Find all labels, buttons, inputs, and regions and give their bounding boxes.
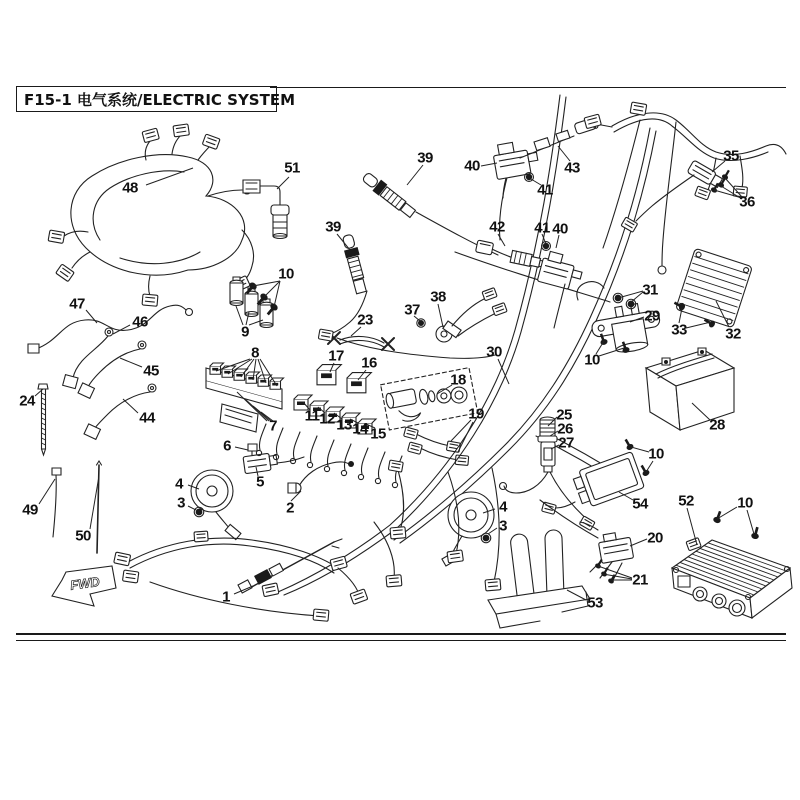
part-callout-48: 48: [122, 179, 138, 197]
leader-line-40: [481, 163, 497, 166]
leader-line-10: [274, 281, 280, 307]
part-callout-19: 19: [468, 405, 484, 423]
part-callout-25: 25: [556, 406, 572, 424]
leader-line-50: [90, 476, 99, 529]
fwd-label: FWD: [69, 573, 101, 593]
part-callout-40: 40: [552, 220, 568, 238]
leader-line-19: [458, 422, 473, 452]
leader-line-4: [188, 485, 199, 489]
part-callout-10: 10: [584, 351, 600, 369]
leader-line-39: [337, 234, 350, 250]
part-callout-11: 11: [304, 407, 320, 425]
part-callout-14: 14: [352, 420, 368, 438]
part-callout-33: 33: [671, 321, 687, 339]
leader-line-3: [488, 528, 497, 534]
leader-line-6: [235, 447, 248, 450]
leader-line-8: [216, 359, 250, 371]
part-callout-26: 26: [557, 420, 573, 438]
leader-line-10: [631, 447, 649, 452]
part-callout-38: 38: [430, 288, 446, 306]
part-callout-51: 51: [284, 159, 300, 177]
leader-line-24: [35, 389, 43, 396]
part-callout-23: 23: [357, 311, 373, 329]
part-callout-41: 41: [537, 181, 553, 199]
leader-line-48: [146, 168, 193, 185]
part-callout-44: 44: [139, 409, 155, 427]
leader-line-10: [599, 348, 624, 356]
leader-line-33: [686, 322, 711, 328]
leader-line-4: [483, 509, 495, 513]
leader-line-49: [39, 479, 55, 504]
leader-line-28: [692, 403, 710, 420]
leader-line-10: [747, 510, 754, 534]
part-callout-8: 8: [251, 344, 259, 362]
part-callout-5: 5: [256, 473, 264, 491]
leader-line-19: [451, 420, 471, 441]
leader-line-20: [630, 539, 647, 546]
part-callout-16: 16: [361, 354, 377, 372]
leader-line-32: [716, 301, 729, 327]
leader-line-7: [237, 392, 267, 421]
page-title: F15-1 电气系统/ELECTRIC SYSTEM: [24, 90, 296, 109]
part-callout-47: 47: [69, 295, 85, 313]
part-callout-6: 6: [223, 437, 231, 455]
part-callout-41: 41: [534, 219, 550, 237]
part-callout-40: 40: [464, 157, 480, 175]
leader-line-39: [407, 165, 423, 185]
part-callout-50: 50: [75, 527, 91, 545]
part-callout-42: 42: [489, 218, 505, 236]
part-callout-46: 46: [132, 313, 148, 331]
part-callout-30: 30: [486, 343, 502, 361]
part-callout-53: 53: [587, 594, 603, 612]
leader-line-9: [249, 320, 263, 325]
part-callout-17: 17: [328, 347, 344, 365]
part-callout-18: 18: [450, 371, 466, 389]
part-callout-10: 10: [648, 445, 664, 463]
part-callout-15: 15: [370, 425, 386, 443]
part-callout-3: 3: [499, 517, 507, 535]
part-callout-10: 10: [278, 265, 294, 283]
leader-line-31: [618, 291, 643, 298]
part-callout-1: 1: [222, 588, 230, 606]
part-callout-45: 45: [143, 362, 159, 380]
part-callout-21: 21: [632, 571, 648, 589]
part-callout-7: 7: [269, 417, 277, 435]
leader-line-44: [123, 399, 138, 413]
leader-line-1: [234, 586, 253, 594]
leader-line-47: [86, 310, 97, 323]
leader-line-10: [646, 461, 653, 472]
leader-line-8: [253, 359, 256, 380]
leader-line-29: [630, 317, 644, 322]
part-callout-10: 10: [737, 494, 753, 512]
leader-line-46: [113, 325, 130, 334]
leader-line-51: [277, 177, 289, 189]
part-callout-35: 35: [723, 147, 739, 165]
part-callout-43: 43: [564, 159, 580, 177]
part-callout-9: 9: [241, 323, 249, 341]
part-callout-13: 13: [336, 416, 352, 434]
part-callout-27: 27: [558, 434, 574, 452]
part-callout-32: 32: [725, 325, 741, 343]
part-callout-37: 37: [404, 301, 420, 319]
leader-line-42: [498, 234, 505, 246]
leader-line-7: [245, 399, 269, 421]
part-callout-20: 20: [647, 529, 663, 547]
leader-line-52: [687, 508, 697, 545]
leader-line-30: [498, 359, 509, 384]
leader-line-16: [358, 370, 366, 380]
part-callout-39: 39: [325, 218, 341, 236]
part-callout-49: 49: [22, 501, 38, 519]
part-callout-54: 54: [632, 495, 648, 513]
part-callout-36: 36: [739, 193, 755, 211]
part-callout-31: 31: [642, 281, 658, 299]
part-callout-4: 4: [499, 498, 507, 516]
leader-line-9: [236, 306, 243, 325]
leader-line-45: [120, 358, 142, 367]
part-callout-28: 28: [709, 416, 725, 434]
part-callout-52: 52: [678, 492, 694, 510]
part-callout-2: 2: [286, 499, 294, 517]
part-callout-29: 29: [644, 307, 660, 325]
part-callout-24: 24: [19, 392, 35, 410]
leader-line-54: [619, 492, 633, 500]
part-callout-12: 12: [319, 410, 335, 428]
part-callout-3: 3: [177, 494, 185, 512]
leader-line-3: [188, 506, 196, 510]
leader-line-10: [717, 507, 737, 519]
title-block: [16, 86, 296, 112]
part-callout-4: 4: [175, 475, 183, 493]
leader-line-53: [567, 590, 586, 600]
leader-line-38: [438, 304, 443, 327]
part-callout-39: 39: [417, 149, 433, 167]
